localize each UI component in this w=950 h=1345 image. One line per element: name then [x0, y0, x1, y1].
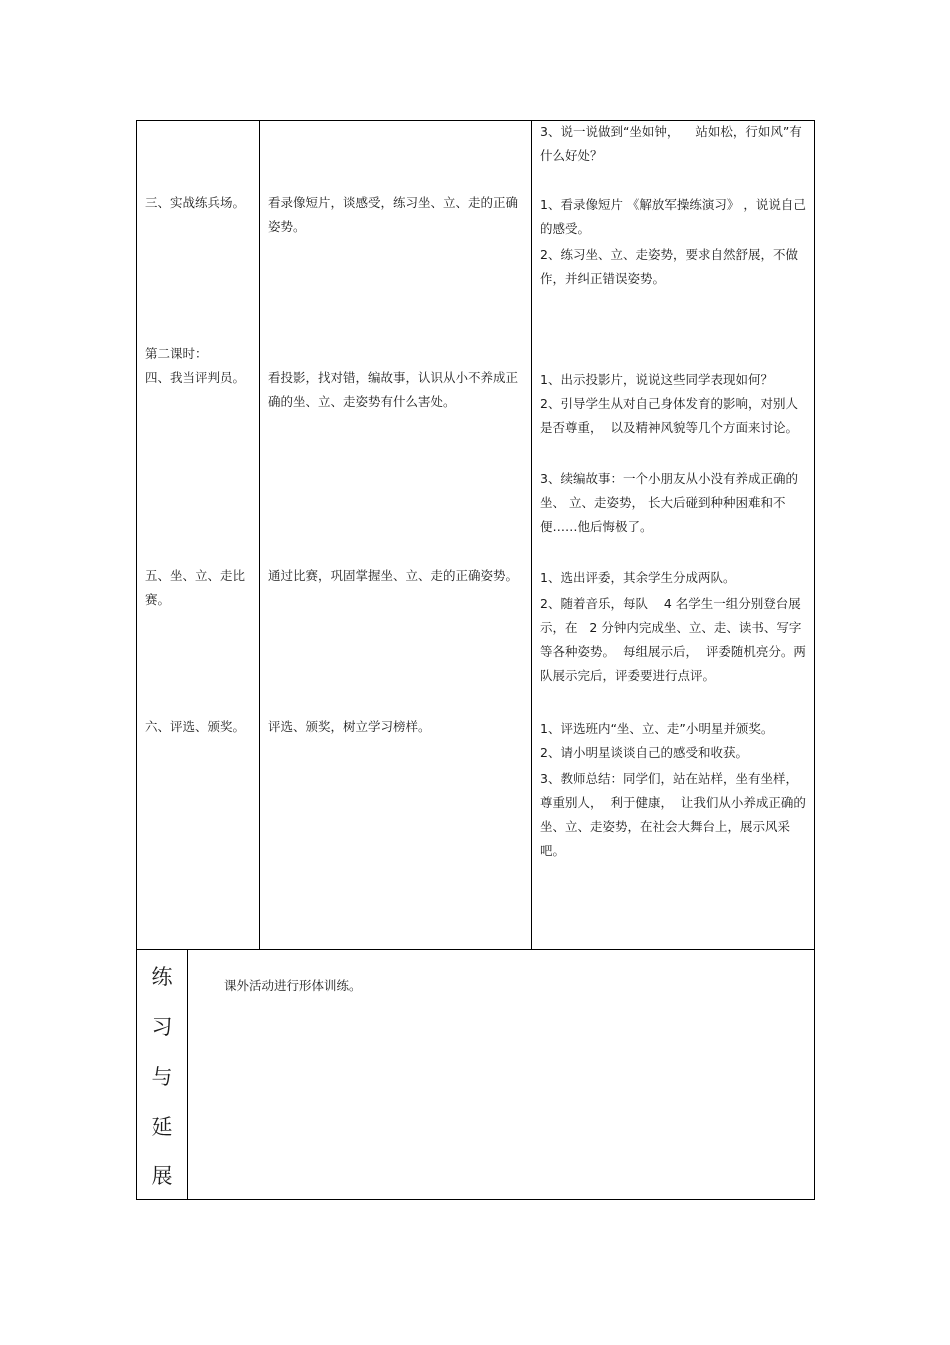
activity-six: 评选、颁奖，树立学习榜样。 [268, 719, 431, 734]
activity-five: 通过比赛，巩固掌握坐、立、走的正确姿势。 [268, 568, 519, 583]
table-border-bottom [136, 1199, 815, 1200]
detail-five-2: 2、随着音乐，每队 4 名学生一组分别登台展示，在 2 分钟内完成坐、立、走、读书、写字等各种姿势。 每组展示后， 评委随机亮分。两队展示完后，评委要进行点评。 [540, 596, 806, 683]
extension-label-char-2: 习 [151, 1015, 173, 1039]
lesson-two-label: 第二课时： [145, 346, 208, 361]
col-divider-1 [259, 120, 260, 950]
detail-six-1: 1、评选班内“坐、立、走”小明星并颁奖。 [540, 721, 774, 736]
step-three: 三、实战练兵场。 [145, 195, 246, 210]
detail-four-1: 1、出示投影片，说说这些同学表现如何？ [540, 372, 773, 387]
col-divider-2 [531, 120, 532, 950]
extension-label-divider [187, 949, 188, 1200]
detail-three-2: 2、练习坐、立、走姿势，要求自然舒展，不做作，并纠正错误姿势。 [540, 247, 798, 286]
activity-four: 看投影，找对错，编故事，认识从小不养成正确的坐、立、走姿势有什么害处。 [268, 370, 519, 409]
extension-label-char-1: 练 [151, 965, 173, 989]
detail-five-1: 1、选出评委，其余学生分成两队。 [540, 570, 736, 585]
section-divider [136, 949, 815, 950]
step-five: 五、坐、立、走比赛。 [145, 568, 246, 607]
table-border-right [814, 120, 815, 1200]
extension-label-char-3: 与 [151, 1065, 173, 1089]
detail-three-1: 1、看录像短片 《解放军操练演习》 ，说说自己的感受。 [540, 197, 806, 236]
extension-content: 课外活动进行形体训练。 [224, 978, 362, 993]
extension-label-char-4: 延 [151, 1115, 173, 1139]
detail-six-2: 2、请小明星谈谈自己的感受和收获。 [540, 745, 748, 760]
step-six: 六、评选、颁奖。 [145, 719, 246, 734]
detail-six-3: 3、教师总结：同学们，站在站样，坐有坐样， 尊重别人， 利于健康， 让我们从小养成正确的坐、立、走姿势，在社会大舞台上，展示风采吧。 [540, 771, 806, 858]
step-four: 四、我当评判员。 [145, 370, 246, 385]
activity-three: 看录像短片，谈感受，练习坐、立、走的正确姿势。 [268, 195, 519, 234]
detail-four-2: 2、引导学生从对自己身体发育的影响，对别人是否尊重， 以及精神风貌等几个方面来讨论。 [540, 396, 798, 435]
extension-label-char-5: 展 [151, 1164, 173, 1188]
detail-four-3: 3、续编故事：一个小朋友从小没有养成正确的坐、 立、走姿势， 长大后碰到种种困难和不便……他后悔极了。 [540, 471, 798, 534]
col3-intro: 3、说一说做到“坐如钟， 站如松，行如风”有什么好处？ [540, 124, 802, 163]
